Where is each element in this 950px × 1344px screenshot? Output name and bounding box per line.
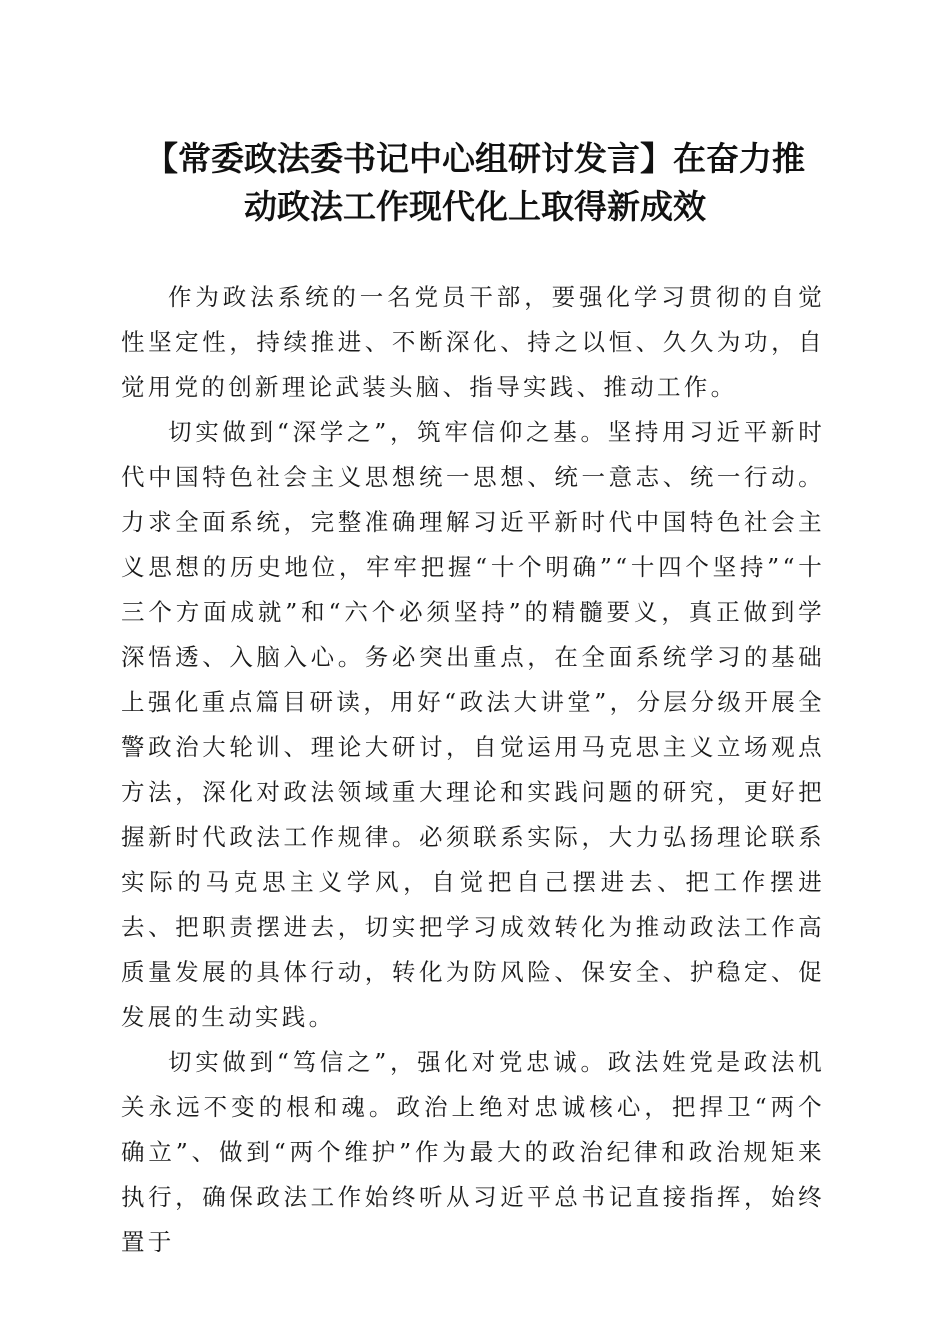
title-line-1: 【常委政法委书记中心组研讨发言】在奋力推 [145,139,805,178]
document-body [121,275,825,1265]
document-title [110,135,840,231]
paragraph-intro: 作为政法系统的一名党员干部，要强化学习贯彻的自觉性坚定性，持续推进、不断深化、持之以恒、久久为功，自觉用党的创新理论武装头脑、指导实践、推动工作。 [121,283,825,401]
paragraph-firm-belief: 切实做到“笃信之”，强化对党忠诚。政法姓党是政法机关永远不变的根和魂。政治上绝对忠诚核心，把捍卫“两个确立”、做到“两个维护”作为最大的政治纪律和政治规矩来执行，确保政法工作始终听从习近平总书记直接指挥，始终置于 [121,1048,825,1256]
paragraph-deep-study: 切实做到“深学之”，筑牢信仰之基。坚持用习近平新时代中国特色社会主义思想统一思想、统一意志、统一行动。力求全面系统，完整准确理解习近平新时代中国特色社会主义思想的历史地位，牢牢把握“十个明确”“十四个坚持”“十三个方面成就”和“六个必须坚持”的精髓要义，真正做到学深悟透、入脑入心。务必突出重点，在全面系统学习的基础上强化重点篇目研读，用好“政法大讲堂”，分层分级开展全警政治大轮训、理论大研讨，自觉运用马克思主义立场观点方法，深化对政法领域重大理论和实践问题的研究，更好把握新时代政法工作规律。必须联系实际，大力弘扬理论联系实际的马克思主义学风，自觉把自己摆进去、把工作摆进去、把职责摆进去，切实把学习成效转化为推动政法工作高质量发展的具体行动，转化为防风险、保安全、护稳定、促发展的生动实践。 [121,418,825,1031]
title-line-2: 动政法工作现代化上取得新成效 [244,187,706,226]
